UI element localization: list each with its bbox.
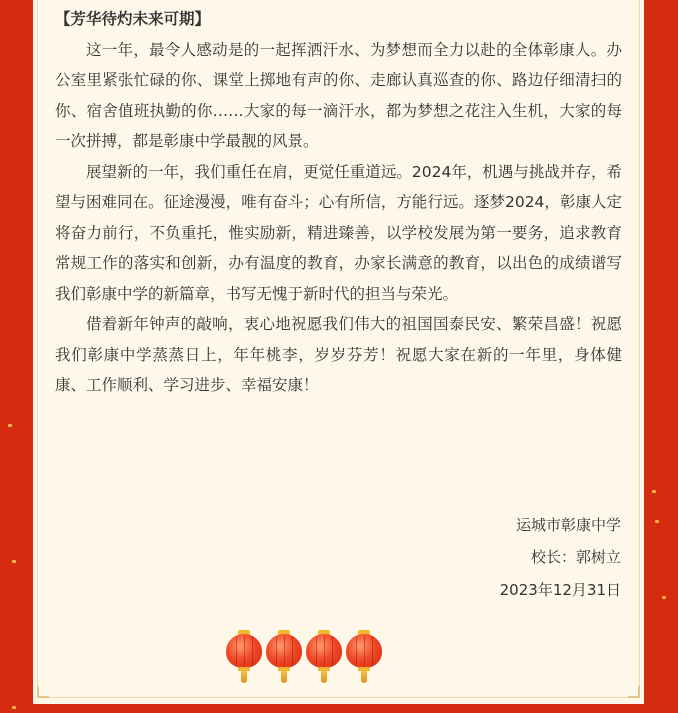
sparkle-decoration <box>12 560 16 563</box>
sparkle-decoration <box>652 490 656 493</box>
lantern-icon <box>266 630 302 684</box>
paragraph: 借着新年钟声的敲响，衷心地祝愿我们伟大的祖国国泰民安、繁荣昌盛！祝愿我们彰康中学蒸蒸日上，年年桃李，岁岁芬芳！祝愿大家在新的一年里，身体健康、工作顺利、学习进步、幸福安康！ <box>55 315 622 394</box>
sparkle-decoration <box>8 424 12 427</box>
sparkle-decoration <box>655 520 659 523</box>
signature-principal: 校长：郭树立 <box>530 548 621 566</box>
paragraph: 展望新的一年，我们重任在肩，更觉任重道远。2024年，机遇与挑战并存，希望与困难同在。征途漫漫，唯有奋斗；心有所信，方能行远。逐梦2024，彰康人定将奋力前行，不负重托，惟实励新，精进臻善，以学校发展为第一要务，追求教育常规工作的落实和创新，办有温度的教育，办家长满意的教育，以出色的成绩谱写我们彰康中学的新篇章，书写无愧于新时代的担当与荣光。 <box>55 162 622 303</box>
corner-ornament <box>628 686 640 698</box>
sparkle-decoration <box>12 706 16 709</box>
letter-paper <box>33 0 644 704</box>
lantern-row <box>226 630 382 684</box>
lantern-icon <box>226 630 262 684</box>
letter-body <box>55 4 622 401</box>
lantern-icon <box>306 630 342 684</box>
sparkle-decoration <box>662 596 666 599</box>
signature-school: 运城市彰康中学 <box>515 516 621 534</box>
signature-date: 2023年12月31日 <box>499 581 621 599</box>
lantern-icon <box>346 630 382 684</box>
paragraph: 这一年，最令人感动是的一起挥洒汗水、为梦想而全力以赴的全体彰康人。办公室里紧张忙碌的你、课堂上掷地有声的你、走廊认真巡查的你、路边仔细清扫的你、宿舍值班执勤的你……大家的每一滴汗水，都为梦想之花注入生机，大家的每一次拼搏，都是彰康中学最靓的风景。 <box>55 40 622 150</box>
section-heading: 【芳华待灼未来可期】 <box>55 10 211 28</box>
corner-ornament <box>37 686 49 698</box>
